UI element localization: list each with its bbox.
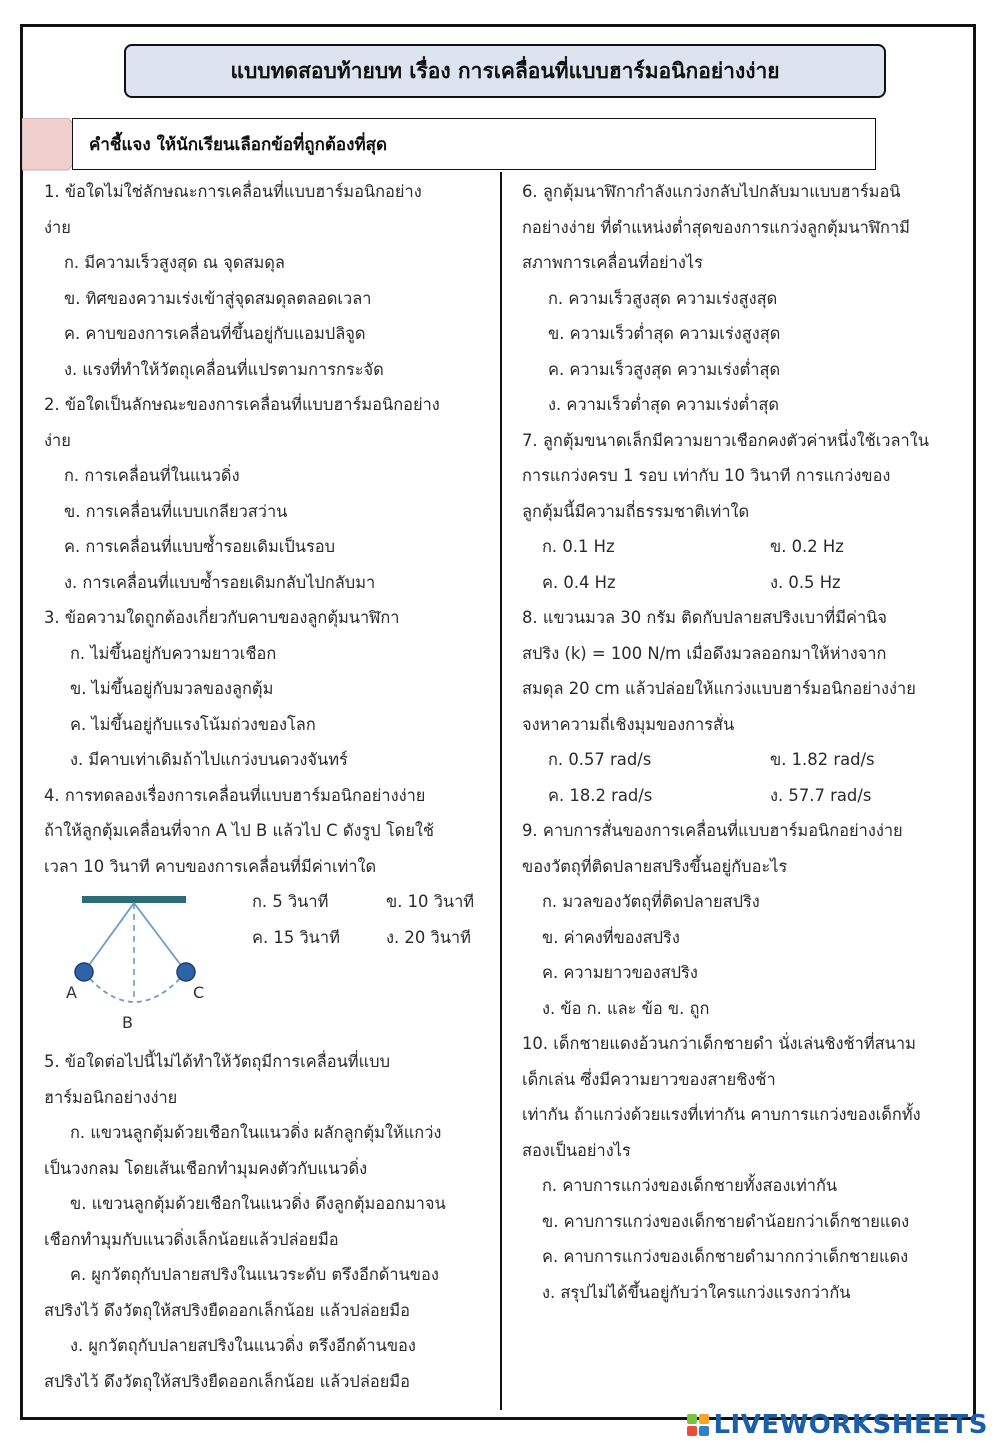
question-2 — [44, 387, 492, 600]
question-4-options — [252, 884, 474, 956]
liveworksheets-logo-icon — [687, 1414, 709, 1436]
answer-option[interactable]: ค. การเคลื่อนที่แบบซ้ำรอยเดิมเป็นรอบ — [64, 537, 336, 556]
left-column — [44, 174, 492, 1399]
question-6 — [522, 174, 962, 423]
question-text: สปริง (k) = 100 N/m เมื่อดึงมวลออกมาให้ห่างจาก — [522, 643, 887, 663]
question-text: สมดุล 20 cm แล้วปล่อยให้แกว่งแบบฮาร์มอนิกอย่างง่าย — [522, 679, 916, 698]
pendulum-bob-c — [177, 963, 195, 981]
question-text: 6. ลูกตุ้มนาฬิกากำลังแกว่งกลับไปกลับมาแบบฮาร์มอนิ — [522, 182, 901, 201]
answer-option[interactable]: ง. ผูกวัตถุกับปลายสปริงในแนวดิ่ง ตรึงอีกด้านของ — [70, 1336, 416, 1355]
question-5 — [44, 1044, 492, 1399]
answer-option[interactable]: ง. สรุปไม่ได้ขึ้นอยู่กับว่าใครแกว่งแรงกว่ากัน — [542, 1282, 851, 1302]
label-b: B — [122, 1013, 133, 1032]
answer-option[interactable]: ก. มวลของวัตถุที่ติดปลายสปริง — [542, 892, 760, 911]
answer-option[interactable]: ค. 0.4 Hz — [542, 572, 616, 592]
answer-option[interactable]: ง. ความเร็วต่ำสุด ความเร่งต่ำสุด — [548, 395, 779, 414]
question-text: 10. เด็กชายแดงอ้วนกว่าเด็กชายดำ นั่งเล่นชิงช้าที่สนาม — [522, 1034, 916, 1053]
answer-option[interactable]: ก. 5 วินาที — [252, 892, 329, 911]
pendulum-figure-row — [44, 884, 492, 1044]
answer-option[interactable]: ก. ความเร็วสูงสุด ความเร่งสูงสุด — [548, 288, 778, 308]
watermark-text: LIVEWORKSHEETS — [713, 1410, 988, 1440]
answer-option[interactable]: ค. คาบการแกว่งของเด็กชายดำมากกว่าเด็กชายแดง — [542, 1247, 909, 1266]
answer-option[interactable]: ข. 0.2 Hz — [770, 537, 844, 556]
question-text: กอย่างง่าย ที่ตำแหน่งต่ำสุดของการแกว่งลูกตุ้มนาฬิกามี — [522, 217, 910, 237]
answer-option[interactable]: ง. การเคลื่อนที่แบบซ้ำรอยเดิมกลับไปกลับมา — [64, 572, 376, 592]
answer-option[interactable]: ง. แรงที่ทำให้วัตถุเคลื่อนที่แปรตามการกระจัด — [64, 359, 384, 379]
question-text: ฮาร์มอนิกอย่างง่าย — [44, 1087, 178, 1107]
column-divider — [500, 172, 502, 1410]
answer-option[interactable]: ก. การเคลื่อนที่ในแนวดิ่ง — [64, 466, 240, 485]
answer-option[interactable]: ข. ไม่ขึ้นอยู่กับมวลของลูกตุ้ม — [70, 679, 274, 698]
question-text: เวลา 10 วินาที คาบของการเคลื่อนที่มีค่าเท่าใด — [44, 856, 377, 876]
pendulum-support-bar — [82, 896, 186, 903]
answer-option[interactable]: ง. ข้อ ก. และ ข้อ ข. ถูก — [542, 998, 710, 1018]
answer-option[interactable]: ง. 20 วินาที — [386, 928, 471, 947]
question-text: 3. ข้อความใดถูกต้องเกี่ยวกับคาบของลูกตุ้มนาฬิกา — [44, 608, 400, 627]
question-text: ง่าย — [44, 217, 71, 237]
answer-option[interactable]: ข. 10 วินาที — [386, 892, 475, 911]
answer-option[interactable]: ค. ความยาวของสปริง — [542, 963, 698, 982]
answer-option[interactable]: ก. แขวนลูกตุ้มด้วยเชือกในแนวดิ่ง ผลักลูกตุ้มให้แกว่ง — [70, 1123, 442, 1142]
answer-option[interactable]: ข. ค่าคงที่ของสปริง — [542, 927, 680, 947]
question-7 — [522, 423, 962, 601]
question-text: ลูกตุ้มนี้มีความถี่ธรรมชาติเท่าใด — [522, 501, 750, 521]
answer-option-cont: สปริงไว้ ดึงวัตถุให้สปริงยืดออกเล็กน้อย แล้วปล่อยมือ — [44, 1371, 410, 1391]
answer-option[interactable]: ข. แขวนลูกตุ้มด้วยเชือกในแนวดิ่ง ดึงลูกตุ้มออกมาจน — [70, 1194, 446, 1213]
answer-option[interactable]: ข. 1.82 rad/s — [770, 750, 875, 769]
question-text: 5. ข้อใดต่อไปนี้ไม่ได้ทำให้วัตถุมีการเคลื่อนที่แบบ — [44, 1052, 390, 1071]
answer-option[interactable]: ก. ไม่ขึ้นอยู่กับความยาวเชือก — [70, 643, 277, 663]
question-text: การแกว่งครบ 1 รอบ เท่ากับ 10 วินาที การแกว่งของ — [522, 466, 891, 485]
answer-option[interactable]: ก. คาบการแกว่งของเด็กชายทั้งสองเท่ากัน — [542, 1176, 838, 1195]
question-9 — [522, 813, 962, 1026]
question-text: เท่ากัน ถ้าแกว่งด้วยแรงที่เท่ากัน คาบการแกว่งของเด็กทั้ง — [522, 1105, 921, 1124]
answer-option[interactable]: ง. มีคาบเท่าเดิมถ้าไปแกว่งบนดวงจันทร์ — [70, 750, 348, 769]
answer-option[interactable]: ข. ทิศของความเร่งเข้าสู่จุดสมดุลตลอดเวลา — [64, 288, 372, 308]
question-text: 8. แขวนมวล 30 กรัม ติดกับปลายสปริงเบาที่มีค่านิจ — [522, 608, 887, 627]
label-c: C — [193, 983, 204, 1002]
pendulum-diagram — [54, 892, 204, 1042]
pendulum-string-right — [134, 903, 186, 972]
question-text: 2. ข้อใดเป็นลักษณะของการเคลื่อนที่แบบฮาร์มอนิกอย่าง — [44, 395, 440, 414]
question-3 — [44, 600, 492, 778]
pendulum-string-left — [84, 903, 134, 972]
instruction: คำชี้แจง ให้นักเรียนเลือกข้อที่ถูกต้องที่สุด — [72, 118, 876, 170]
answer-option-cont: สปริงไว้ ดึงวัตถุให้สปริงยืดออกเล็กน้อย แล้วปล่อยมือ — [44, 1300, 410, 1320]
answer-option[interactable]: ง. 57.7 rad/s — [770, 785, 872, 805]
question-8 — [522, 600, 962, 813]
question-text: 1. ข้อใดไม่ใช่ลักษณะการเคลื่อนที่แบบฮาร์มอนิกอย่าง — [44, 182, 422, 201]
question-text: ของวัตถุที่ติดปลายสปริงขึ้นอยู่กับอะไร — [522, 856, 788, 876]
question-text: 7. ลูกตุ้มขนาดเล็กมีความยาวเชือกคงตัวค่าหนึ่งใช้เวลาใน — [522, 430, 929, 450]
answer-option[interactable]: ข. ความเร็วต่ำสุด ความเร่งสูงสุด — [548, 324, 781, 343]
label-a: A — [66, 983, 77, 1002]
answer-option[interactable]: ค. ไม่ขึ้นอยู่กับแรงโน้มถ่วงของโลก — [70, 714, 316, 734]
swing-arc — [84, 972, 186, 1002]
answer-option[interactable]: ค. ความเร็วสูงสุด ความเร่งต่ำสุด — [548, 359, 781, 379]
question-1 — [44, 174, 492, 387]
question-10 — [522, 1026, 962, 1310]
answer-option[interactable]: ค. 18.2 rad/s — [548, 785, 653, 805]
answer-option-cont: เป็นวงกลม โดยเส้นเชือกทำมุมคงตัวกับแนวดิ่ง — [44, 1158, 368, 1178]
answer-option[interactable]: ข. คาบการแกว่งของเด็กชายดำน้อยกว่าเด็กชายแดง — [542, 1211, 910, 1231]
answer-option[interactable]: ง. 0.5 Hz — [770, 572, 841, 592]
question-text: สภาพการเคลื่อนที่อย่างไร — [522, 253, 703, 272]
question-text: ถ้าให้ลูกตุ้มเคลื่อนที่จาก A ไป B แล้วไป C ดังรูป โดยใช้ — [44, 821, 435, 840]
pendulum-bob-a — [75, 963, 93, 981]
right-column — [522, 174, 962, 1310]
answer-option[interactable]: ข. การเคลื่อนที่แบบเกลียวสว่าน — [64, 501, 288, 521]
answer-option[interactable]: ก. มีความเร็วสูงสุด ณ จุดสมดุล — [64, 253, 285, 272]
page-title: แบบทดสอบท้ายบท เรื่อง การเคลื่อนที่แบบฮาร์มอนิกอย่างง่าย — [124, 44, 886, 98]
question-text: จงหาความถี่เชิงมุมของการสั่น — [522, 714, 735, 734]
answer-option-cont: เชือกทำมุมกับแนวดิ่งเล็กน้อยแล้วปล่อยมือ — [44, 1229, 339, 1249]
answer-option[interactable]: ค. 15 วินาที — [252, 928, 340, 947]
answer-option[interactable]: ค. คาบของการเคลื่อนที่ขึ้นอยู่กับแอมปลิจูด — [64, 324, 366, 343]
question-4 — [44, 778, 492, 1045]
answer-option[interactable]: ก. 0.1 Hz — [542, 537, 615, 556]
watermark — [687, 1410, 988, 1440]
question-text: เด็กเล่น ซึ่งมีความยาวของสายชิงช้า — [522, 1069, 776, 1089]
answer-option[interactable]: ก. 0.57 rad/s — [548, 750, 652, 769]
question-text: 4. การทดลองเรื่องการเคลื่อนที่แบบฮาร์มอนิกอย่างง่าย — [44, 785, 426, 805]
question-text: ง่าย — [44, 430, 71, 450]
answer-option[interactable]: ค. ผูกวัตถุกับปลายสปริงในแนวระดับ ตรึงอีกด้านของ — [70, 1265, 439, 1284]
question-text: สองเป็นอย่างไร — [522, 1140, 631, 1160]
question-text: 9. คาบการสั่นของการเคลื่อนที่แบบฮาร์มอนิกอย่างง่าย — [522, 821, 903, 840]
